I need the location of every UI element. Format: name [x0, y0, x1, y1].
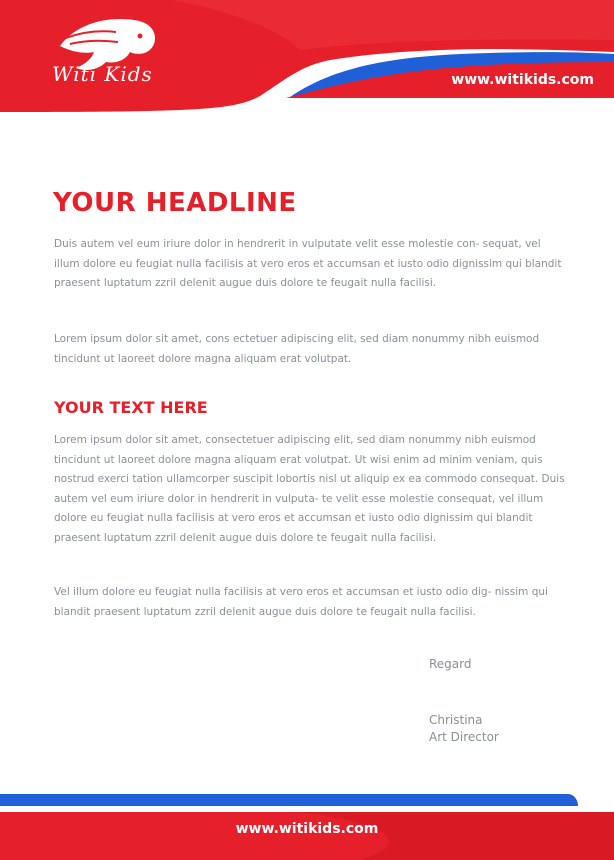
- paragraph-1: Duis autem vel eum iriure dolor in hendrerit in vulputate velit esse molestie con- sequat, vel illum dolore eu feugiat nulla facilisis at vero eros et accumsan et iusto odio dignissim qui blandit praesent luptatum zzril delenit augue duis dolore te feugait nulla facilisi.: [54, 238, 562, 289]
- headline: YOUR HEADLINE: [53, 188, 297, 218]
- regards-text: Regard: [429, 657, 472, 671]
- paragraph-3: Lorem ipsum dolor sit amet, consectetuer adipiscing elit, sed diam nonummy nibh euismod tincidunt ut laoreet dolore magna aliquam erat volutpat. Ut wisi enim ad minim veniam, quis nostrud exerci tation ullamcorper suscipit lobortis nisl ut aliquip ex ea commodo consequat. Duis autem vel eum iriure dolor in hendrerit in vulputa- te velit esse molestie consequat, vel illum dolore eu feugiat nulla facilisis at vero eros et accumsan et iusto odio dignissim qui blandit praesent luptatum zzril delenit augue duis dolore te feugait nulla facilisi.: [54, 434, 565, 544]
- paragraph-4: Vel illum dolore eu feugiat nulla facilisis at vero eros et accumsan et iusto odio dig- nissim qui blandit praesent luptatum zzril delenit augue duis dolore te feugait nulla facilisi.: [54, 586, 548, 618]
- signer-name: Christina: [429, 713, 483, 727]
- paragraph-2: Lorem ipsum dolor sit amet, cons ectetuer adipiscing elit, sed diam nonummy nibh euismod tincidunt ut laoreet dolore magna aliquam erat volutpat.: [54, 333, 540, 365]
- header-website-link[interactable]: www.witikids.com: [451, 72, 594, 88]
- subheadline: YOUR TEXT HERE: [54, 398, 208, 417]
- signer-title: Art Director: [429, 730, 499, 744]
- footer-website-link[interactable]: www.witikids.com: [235, 821, 379, 837]
- lion-logo-icon: [46, 14, 176, 104]
- logo-text: Witi Kids: [52, 62, 153, 86]
